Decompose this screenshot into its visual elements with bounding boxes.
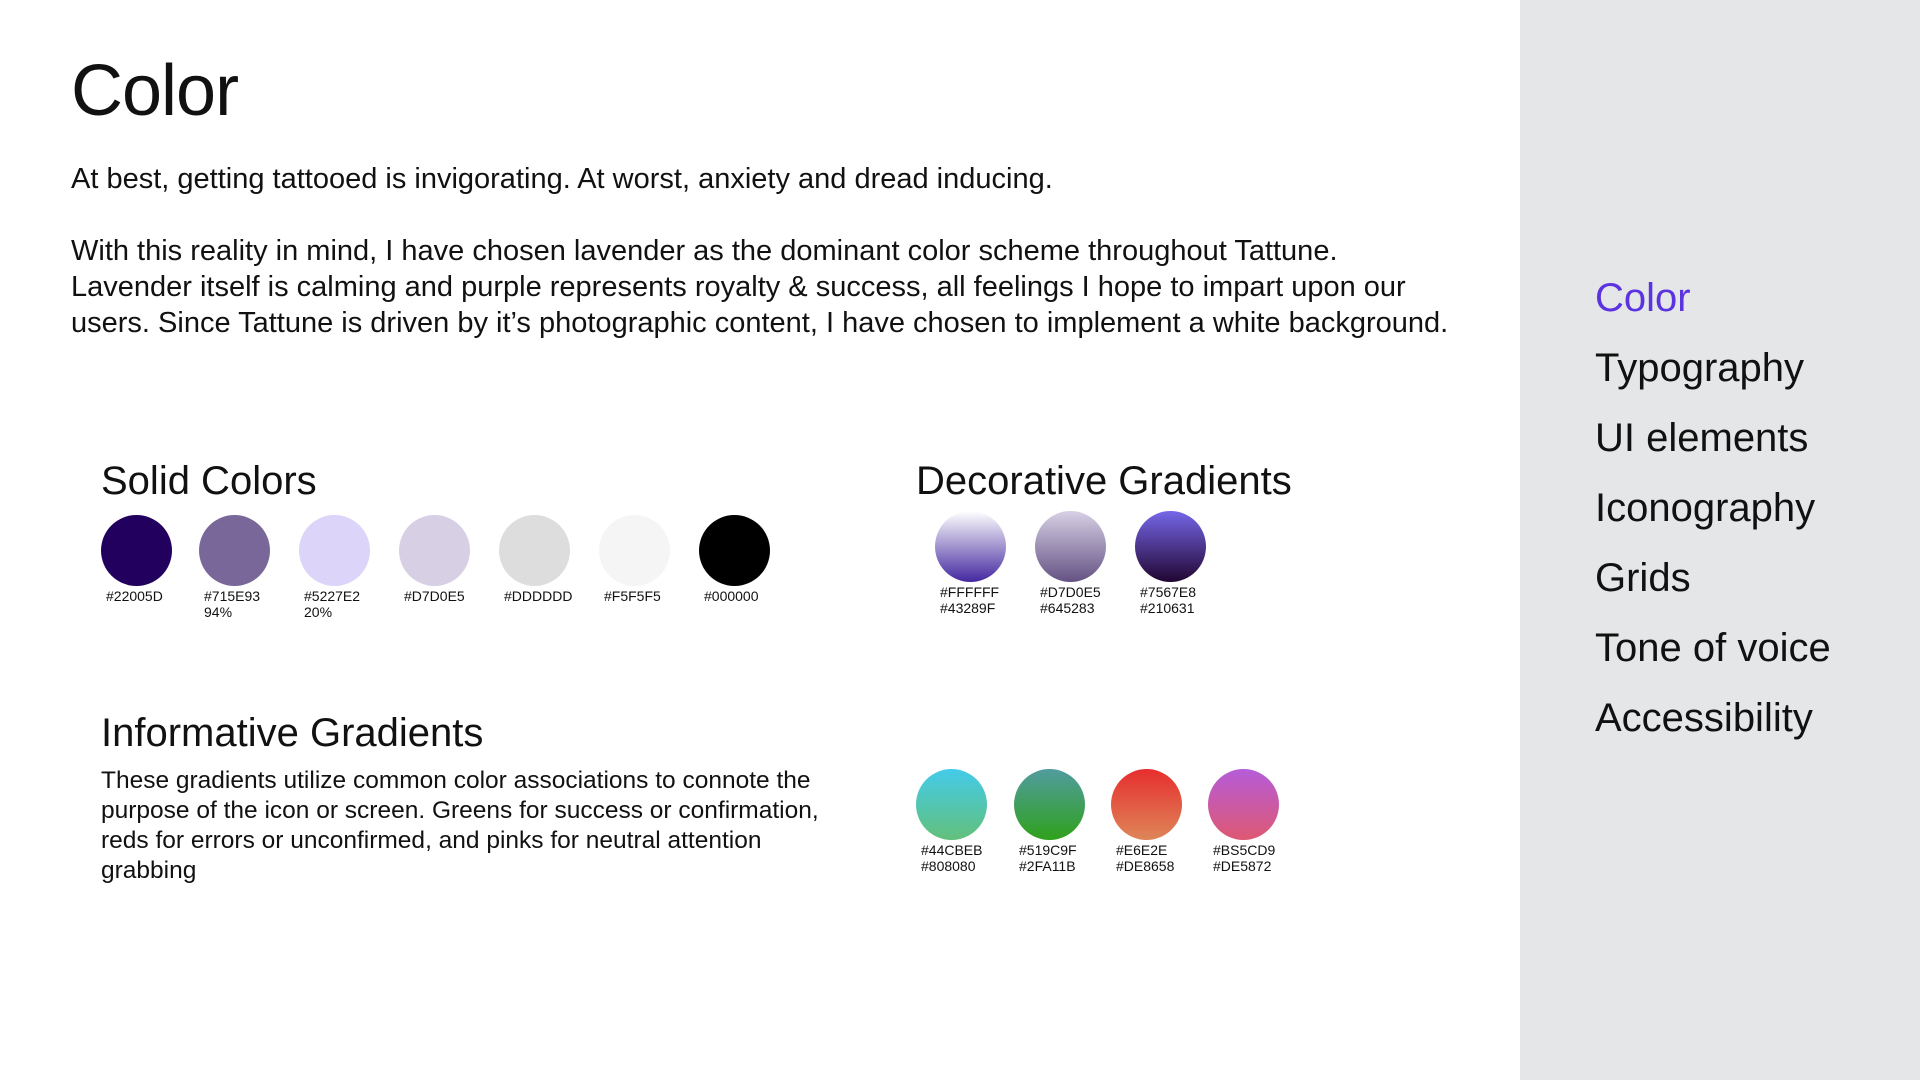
informative-swatch [1208,769,1298,874]
swatch-label [916,842,1006,874]
solid-swatch [599,515,689,604]
swatch-label-line-2: #DE5872 [1213,858,1272,874]
informative-swatch [1111,769,1201,874]
solid-swatch [101,515,191,604]
informative-gradients-description: These gradients utilize common color associations to connote the purpose of the icon or screen. Greens for success or confirmation, reds for errors or unconfirmed, and pinks for neutral attention grabbing [101,767,819,884]
swatch-label-line-2: #210631 [1140,600,1195,616]
swatch-label [1135,584,1225,616]
color-circle [916,769,987,840]
nav-item-tone-of-voice[interactable]: Tone of voice [1595,626,1831,670]
swatch-label-line-2: #645283 [1040,600,1095,616]
swatch-label [1035,584,1125,616]
swatch-label-line-1: #519C9F [1019,842,1077,858]
swatch-label-line-2: #43289F [940,600,996,616]
swatch-label [935,584,1025,616]
color-circle [1014,769,1085,840]
swatch-label [1208,842,1298,874]
intro-paragraph-1: At best, getting tattooed is invigorating. At worst, anxiety and dread inducing. [71,163,1053,195]
swatch-label [699,588,789,604]
swatch-label [499,588,589,604]
swatch-label-line-1: #44CBEB [921,842,983,858]
swatch-label [199,588,289,620]
swatch-label [1014,842,1104,874]
color-circle [499,515,570,586]
swatch-label-line-2: #808080 [921,858,976,874]
swatch-label-line-1: #D7D0E5 [1040,584,1101,600]
decorative-swatch [1035,511,1125,616]
page-title: Color [71,51,239,131]
decorative-swatch [935,511,1025,616]
swatch-label-line-1: #DDDDDD [504,588,573,604]
decorative-gradients-heading: Decorative Gradients [916,459,1292,503]
sidebar [1520,0,1920,1080]
swatch-label-line-1: #FFFFFF [940,584,1000,600]
swatch-label-line-1: #BS5CD9 [1213,842,1276,858]
color-circle [935,511,1006,582]
intro-text [71,161,1451,377]
swatch-label-line-1: #5227E2 [304,588,361,604]
swatch-label-line-1: #7567E8 [1140,584,1197,600]
color-circle [199,515,270,586]
solid-swatch [499,515,589,604]
nav-item-typography[interactable]: Typography [1595,346,1805,390]
swatch-label-line-2: #DE8658 [1116,858,1175,874]
swatch-label-line-2: 94% [204,604,233,620]
swatch-label-line-2: #2FA11B [1019,858,1076,874]
swatch-label-line-2: 20% [304,604,333,620]
color-circle [399,515,470,586]
color-circle [1035,511,1106,582]
swatch-label-line-1: #F5F5F5 [604,588,661,604]
solid-swatch [299,515,389,620]
swatch-label [101,588,191,604]
color-circle [1111,769,1182,840]
decorative-swatch [1135,511,1225,616]
nav-item-iconography[interactable]: Iconography [1595,486,1816,530]
solid-colors-heading: Solid Colors [101,459,317,503]
nav-item-grids[interactable]: Grids [1595,556,1691,600]
swatch-label-line-1: #000000 [704,588,759,604]
nav-item-color[interactable]: Color [1595,276,1691,320]
sidebar-nav [1595,263,1831,753]
color-circle [101,515,172,586]
swatch-label-line-1: #D7D0E5 [404,588,465,604]
color-circle [299,515,370,586]
solid-swatch [699,515,789,604]
informative-gradients-heading: Informative Gradients [101,711,484,755]
informative-swatch [916,769,1006,874]
swatch-label-line-1: #E6E2E [1116,842,1168,858]
swatch-label [599,588,689,604]
nav-item-ui-elements[interactable]: UI elements [1595,416,1809,460]
swatch-label [299,588,389,620]
color-circle [699,515,770,586]
swatch-label-line-1: #22005D [106,588,163,604]
nav-item-accessibility[interactable]: Accessibility [1595,696,1813,740]
solid-swatch [199,515,289,620]
color-circle [1135,511,1206,582]
swatch-label-line-1: #715E93 [204,588,261,604]
color-circle [599,515,670,586]
swatch-label [399,588,489,604]
informative-swatch [1014,769,1104,874]
solid-swatch [399,515,489,604]
color-circle [1208,769,1279,840]
swatch-label [1111,842,1201,874]
intro-paragraph-2: With this reality in mind, I have chosen lavender as the dominant color scheme throughout Tattune. Lavender itself is calming and purple represents royalty & success, all feelings I hope to impart upon our users. Since Tattune is driven by it’s photographic content, I have chosen to implement a white background. [71,235,1449,339]
